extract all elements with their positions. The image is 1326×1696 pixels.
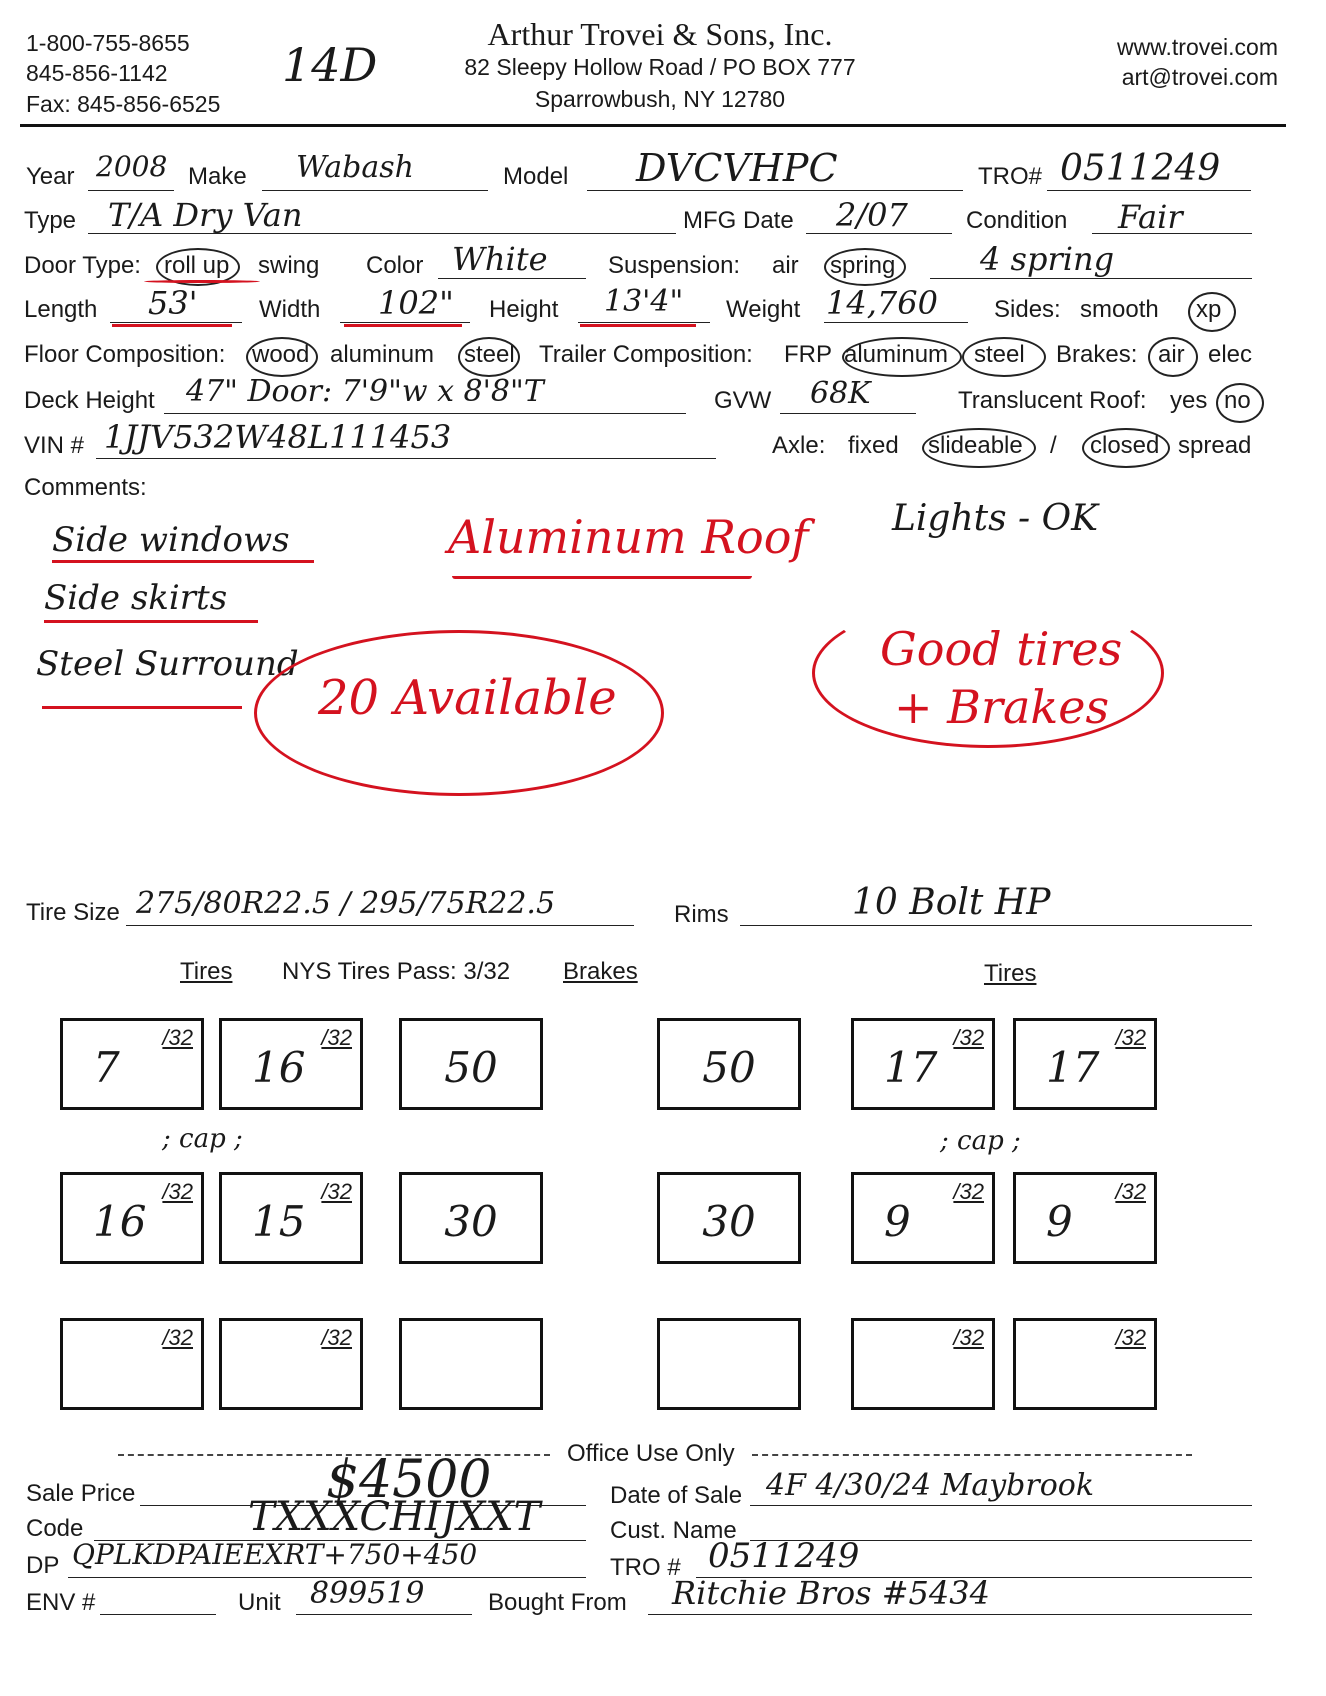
unit-line [296,1614,472,1615]
option-swing[interactable]: swing [258,252,320,279]
wood-circle [246,337,318,377]
weight-line [824,322,968,323]
handwritten-code: 14D [282,38,378,92]
trailer-aluminum-circle [842,337,962,377]
tire-box-r1-c2[interactable] [219,1018,363,1110]
comment-good-tires: Good tires [880,622,1123,676]
height-red-underline [580,324,696,327]
tire-value: 15 [252,1197,306,1246]
vin-value[interactable]: 1JJV532W48L111453 [104,418,452,456]
option-elec[interactable]: elec [1208,341,1253,368]
length-line [110,322,242,323]
brake-value: 50 [702,1043,756,1092]
tire-box-r1-c4[interactable] [1013,1018,1157,1110]
label-door-type: Door Type: [24,252,141,279]
tire-box-r2-c1[interactable] [60,1172,204,1264]
label-deck-height: Deck Height [24,387,155,414]
condition-value[interactable]: Fair [1118,198,1183,236]
comment-side-skirts: Side skirts [44,578,228,618]
phone-1: 1-800-755-8655 [26,30,190,56]
brake-box-r1-left[interactable] [399,1018,543,1110]
label-suspension: Suspension: [608,252,741,279]
tro-2-value[interactable]: 0511249 [708,1536,860,1576]
no-circle [1216,383,1264,423]
website: www.trovei.com [1116,34,1278,60]
fraction-label: /32 [953,1179,984,1204]
tire-box-r1-c3[interactable] [851,1018,995,1110]
tire-value: 7 [93,1043,120,1092]
fraction-label: /32 [953,1325,984,1350]
option-wood[interactable]: wood [252,341,310,368]
option-yes[interactable]: yes [1170,387,1208,414]
label-mfg-date: MFG Date [683,207,794,234]
trailer-steel-circle [962,337,1046,377]
tire-size-line [126,925,634,926]
weight-value[interactable]: 14,760 [826,284,938,322]
label-sides: Sides: [994,296,1061,323]
slideable-circle [922,428,1036,468]
fax-number: Fax: 845-856-6525 [26,91,221,117]
tire-box-r3-c1[interactable] [60,1318,204,1410]
phone-2: 845-856-1142 [26,60,168,86]
fraction-label: /32 [1115,1179,1146,1204]
header-brakes: Brakes [563,958,638,985]
label-cust-name: Cust. Name [610,1517,737,1544]
make-value[interactable]: Wabash [296,150,414,185]
email: art@trovei.com [1121,64,1278,90]
tire-size-value[interactable]: 275/80R22.5 / 295/75R22.5 [136,886,556,921]
fraction-label: /32 [1115,1025,1146,1050]
label-length: Length [24,296,98,323]
tire-box-r1-c1[interactable] [60,1018,204,1110]
option-roll-up[interactable]: roll up [164,252,230,279]
option-frp[interactable]: FRP [784,341,832,368]
deck-height-value[interactable]: 47" Door: 7'9"w x 8'8"T [186,374,544,409]
label-type: Type [24,207,77,234]
color-line [438,278,586,279]
suspension-line [930,278,1252,279]
company-name: Arthur Trovei & Sons, Inc. [487,16,833,52]
option-floor-aluminum[interactable]: aluminum [330,341,435,368]
date-of-sale-line [750,1505,1252,1506]
type-value[interactable]: T/A Dry Van [108,196,303,234]
option-slideable[interactable]: slideable [928,432,1023,459]
width-line [340,322,470,323]
label-date-of-sale: Date of Sale [610,1482,743,1509]
header-tires-right: Tires [984,960,1037,987]
option-floor-steel[interactable]: steel [464,341,515,368]
roll-up-red-underline [144,280,260,283]
color-value[interactable]: White [452,240,548,278]
label-tire-size: Tire Size [26,899,120,926]
brake-box-r2-right[interactable] [657,1172,801,1264]
comment-lights-ok: Lights - OK [892,498,1099,539]
tire-value: 17 [884,1043,938,1092]
cap-note-left: ; cap ; [162,1124,243,1154]
header-divider [20,124,1286,127]
label-gvw: GVW [714,387,772,414]
label-code: Code [26,1515,84,1542]
fraction-label: /32 [162,1325,193,1350]
gvw-line [780,413,916,414]
office-dash-right [752,1454,1192,1456]
label-color: Color [366,252,424,279]
code-value[interactable]: TXXXCHIJXXT [248,1494,541,1540]
label-brakes: Brakes: [1056,341,1138,368]
brake-value: 50 [444,1043,498,1092]
fraction-label: /32 [321,1179,352,1204]
fraction-label: /32 [1115,1325,1146,1350]
option-smooth[interactable]: smooth [1080,296,1159,323]
bought-from-value[interactable]: Ritchie Bros #5434 [672,1574,990,1612]
deck-height-line [164,413,686,414]
width-red-underline [344,324,462,327]
option-air-suspension[interactable]: air [772,252,799,279]
option-spread[interactable]: spread [1178,432,1252,459]
tire-box-r3-c4[interactable] [1013,1318,1157,1410]
option-closed[interactable]: closed [1090,432,1160,459]
length-red-underline [112,324,232,327]
cap-note-right: ; cap ; [940,1126,1021,1156]
vin-line [96,458,716,459]
dp-value[interactable]: QPLKDPAIEEXRT+750+450 [72,1538,478,1571]
env-line [100,1614,216,1615]
fraction-label: /32 [162,1025,193,1050]
axle-slash: / [1050,432,1057,459]
option-trailer-aluminum[interactable]: aluminum [844,341,949,368]
comment-aluminum-roof: Aluminum Roof [448,510,809,564]
side-skirts-red-underline [44,620,258,623]
tro-line [1047,190,1251,191]
label-tro-2: TRO # [610,1554,681,1581]
model-line [587,190,963,191]
length-value[interactable]: 53' [148,284,198,322]
brake-box-r1-right[interactable] [657,1018,801,1110]
width-value[interactable]: 102" [378,284,454,322]
fraction-label: /32 [953,1025,984,1050]
year-value[interactable]: 2008 [96,150,168,183]
rims-line [740,925,1252,926]
label-condition: Condition [966,207,1068,234]
steel-surround-red-underline [42,706,242,709]
floor-steel-circle [458,337,520,377]
tire-box-r2-c4[interactable] [1013,1172,1157,1264]
label-env: ENV # [26,1589,96,1616]
label-bought-from: Bought From [488,1589,627,1616]
tire-value: 16 [252,1043,306,1092]
aluminum-roof-red-underline [452,576,752,579]
fraction-label: /32 [321,1325,352,1350]
comment-brakes: + Brakes [894,680,1110,734]
label-translucent-roof: Translucent Roof: [958,387,1147,414]
label-trailer-composition: Trailer Composition: [539,341,753,368]
label-dp: DP [26,1552,60,1579]
tro-value[interactable]: 0511249 [1060,148,1221,189]
company-address-1: 82 Sleepy Hollow Road / PO BOX 777 [464,54,856,80]
company-address-2: Sparrowbush, NY 12780 [534,86,786,112]
tire-box-r2-c2[interactable] [219,1172,363,1264]
brake-box-r3-left[interactable] [399,1318,543,1410]
sale-price-value[interactable]: $4500 [326,1450,492,1510]
header-nys-pass: NYS Tires Pass: 3/32 [282,958,511,985]
brake-value: 30 [702,1197,756,1246]
tire-value: 9 [1046,1197,1073,1246]
model-value[interactable]: DVCVHPC [636,146,838,190]
label-vin: VIN # [24,432,85,459]
label-width: Width [259,296,321,323]
make-line [262,190,488,191]
height-line [578,322,710,323]
label-comments: Comments: [24,474,147,501]
label-model: Model [503,163,569,190]
year-line [88,190,174,191]
label-tro: TRO# [978,163,1043,190]
mfg-date-value[interactable]: 2/07 [836,196,908,234]
fraction-label: /32 [321,1025,352,1050]
label-floor-composition: Floor Composition: [24,341,226,368]
gvw-value[interactable]: 68K [810,376,871,411]
label-axle: Axle: [772,432,826,459]
tire-box-r3-c2[interactable] [219,1318,363,1410]
xp-circle [1188,292,1236,332]
tire-value: 16 [93,1197,147,1246]
comment-20-available: 20 Available [318,670,617,726]
suspension-extra-value[interactable]: 4 spring [980,240,1115,278]
label-sale-price: Sale Price [26,1480,136,1507]
tire-value: 9 [884,1197,911,1246]
unit-value[interactable]: 899519 [310,1576,425,1611]
option-xp[interactable]: xp [1196,296,1222,323]
comment-steel-surround: Steel Surround [36,644,299,684]
label-weight: Weight [726,296,801,323]
option-brakes-air[interactable]: air [1158,341,1185,368]
option-trailer-steel[interactable]: steel [974,341,1025,368]
fraction-label: /32 [162,1179,193,1204]
side-windows-red-underline [52,560,314,563]
bought-from-line [648,1614,1252,1615]
option-fixed[interactable]: fixed [848,432,899,459]
date-of-sale-value[interactable]: 4F 4/30/24 Maybrook [766,1468,1095,1503]
tire-box-r3-c3[interactable] [851,1318,995,1410]
tire-value: 17 [1046,1043,1100,1092]
rims-value[interactable]: 10 Bolt HP [852,882,1051,923]
option-no[interactable]: no [1224,387,1251,414]
brake-box-r3-right[interactable] [657,1318,801,1410]
brake-value: 30 [444,1197,498,1246]
label-make: Make [188,163,247,190]
spring-circle [824,248,906,286]
label-year: Year [26,163,75,190]
brake-box-r2-left[interactable] [399,1172,543,1264]
comment-side-windows: Side windows [52,520,290,560]
header-tires-left: Tires [180,958,233,985]
office-use-title: Office Use Only [567,1440,735,1467]
option-spring[interactable]: spring [830,252,896,279]
closed-circle [1082,428,1170,468]
label-height: Height [489,296,559,323]
label-rims: Rims [674,901,729,928]
brakes-air-circle [1148,337,1198,377]
label-unit: Unit [238,1589,281,1616]
height-value[interactable]: 13'4" [604,284,684,319]
tire-box-r2-c3[interactable] [851,1172,995,1264]
